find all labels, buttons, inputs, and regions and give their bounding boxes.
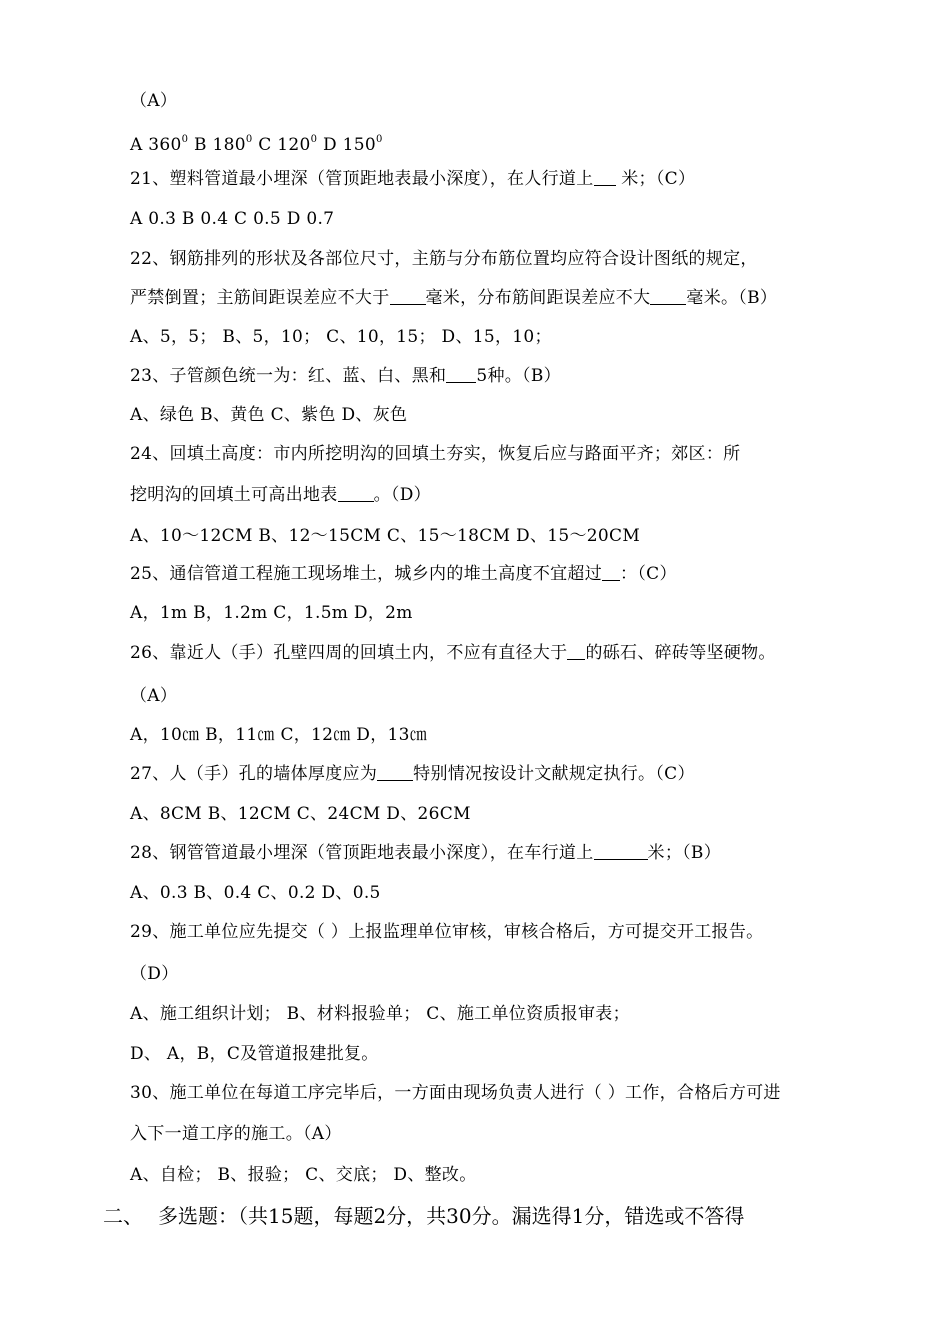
question-22-cont [130, 286, 777, 310]
blank [377, 762, 413, 781]
options-line: A，10㎝ B，11㎝ C，12㎝ D，13㎝ [130, 725, 428, 745]
option-d: D 150 [317, 135, 376, 155]
question-text: 26、靠近人（手）孔壁四周的回填土内，不应有直径大于 [130, 643, 568, 663]
question-25 [130, 562, 677, 586]
question-text: 严禁倒置；主筋间距误差应不大于 [130, 288, 390, 308]
options-line: A，1m B，1.2m C，1.5m D，2m [130, 603, 413, 623]
question-text: 27、人（手）孔的墙体厚度应为 [130, 764, 378, 784]
options-line [130, 128, 383, 157]
blank [446, 364, 476, 383]
options-line: A 0.3 B 0.4 C 0.5 D 0.7 [130, 209, 335, 229]
blank [567, 641, 585, 660]
question-text: ：（C） [620, 564, 677, 584]
question-24-cont [130, 483, 431, 507]
question-text: 米；（C） [621, 169, 696, 189]
question-text: 。（D） [373, 485, 431, 505]
question-29: 29、施工单位应先提交（ ）上报监理单位审核，审核合格后，方可提交开工报告。 [130, 922, 764, 942]
section-heading [103, 1202, 744, 1230]
question-text: 的砾石、碎砖等坚硬物。 [585, 643, 776, 663]
question-text: 特别情况按设计文献规定执行。（C） [413, 764, 695, 784]
section-number: 二、 [103, 1204, 143, 1228]
question-text: 毫米。（B） [686, 288, 778, 308]
question-text: 25、通信管道工程施工现场堆土，城乡内的堆土高度不宜超过 [130, 564, 603, 584]
options-line: A、5，5； B、5，10； C、10，15； D、15，10； [130, 327, 552, 347]
question-23 [130, 364, 561, 388]
options-line: A、10～12CM B、12～15CM C、15～18CM D、15～20CM [130, 526, 641, 546]
answer-line: （A） [130, 91, 178, 111]
blank [650, 286, 686, 305]
question-30: 30、施工单位在每道工序完毕后，一方面由现场负责人进行（ ）工作，合格后方可进 [130, 1083, 781, 1103]
options-line: A、0.3 B、0.4 C、0.2 D、0.5 [130, 883, 381, 903]
options-line: D、 A，B，C及管道报建批复。 [130, 1044, 379, 1064]
question-text: 28、钢管管道最小埋深（管顶距地表最小深度），在车行道上 [130, 843, 594, 863]
section-title: 多选题：（共15题，每题2分，共30分。漏选得1分，错选或不答得 [158, 1204, 745, 1228]
question-text: 21、塑料管道最小埋深（管顶距地表最小深度），在人行道上 [130, 169, 594, 189]
question-text: 米；（B） [647, 843, 722, 863]
degree-sup: 0 [310, 134, 318, 145]
question-26 [130, 641, 776, 665]
blank [602, 562, 620, 581]
answer-line: （D） [130, 964, 179, 984]
question-27 [130, 762, 695, 786]
answer-line: （A） [130, 686, 178, 706]
question-21 [130, 167, 695, 191]
option-b: B 180 [188, 135, 246, 155]
question-text: 5种。（B） [476, 366, 561, 386]
question-28 [130, 841, 721, 865]
options-line: A、绿色 B、黄色 C、紫色 D、灰色 [130, 405, 408, 425]
options-line: A、8CM B、12CM C、24CM D、26CM [130, 804, 471, 824]
blank [594, 167, 616, 186]
question-text: 23、子管颜色统一为：红、蓝、白、黑和 [130, 366, 447, 386]
question-30-cont: 入下一道工序的施工。（A） [130, 1124, 342, 1144]
degree-sup: 0 [245, 134, 253, 145]
question-text: 挖明沟的回填土可高出地表 [130, 485, 338, 505]
degree-sup: 0 [375, 134, 383, 145]
question-22: 22、钢筋排列的形状及各部位尺寸，主筋与分布筋位置均应符合设计图纸的规定， [130, 249, 758, 269]
question-24: 24、回填土高度：市内所挖明沟的回填土夯实，恢复后应与路面平齐；郊区：所 [130, 444, 741, 464]
option-c: C 120 [252, 135, 311, 155]
blank [338, 483, 374, 502]
blank [594, 841, 648, 860]
question-text: 毫米，分布筋间距误差应不大 [425, 288, 651, 308]
options-line: A、自检； B、报验； C、交底； D、整改。 [130, 1165, 477, 1185]
option-a: A 360 [130, 135, 182, 155]
degree-sup: 0 [181, 134, 189, 145]
blank [390, 286, 426, 305]
options-line: A、施工组织计划； B、材料报验单； C、施工单位资质报审表； [130, 1004, 630, 1024]
